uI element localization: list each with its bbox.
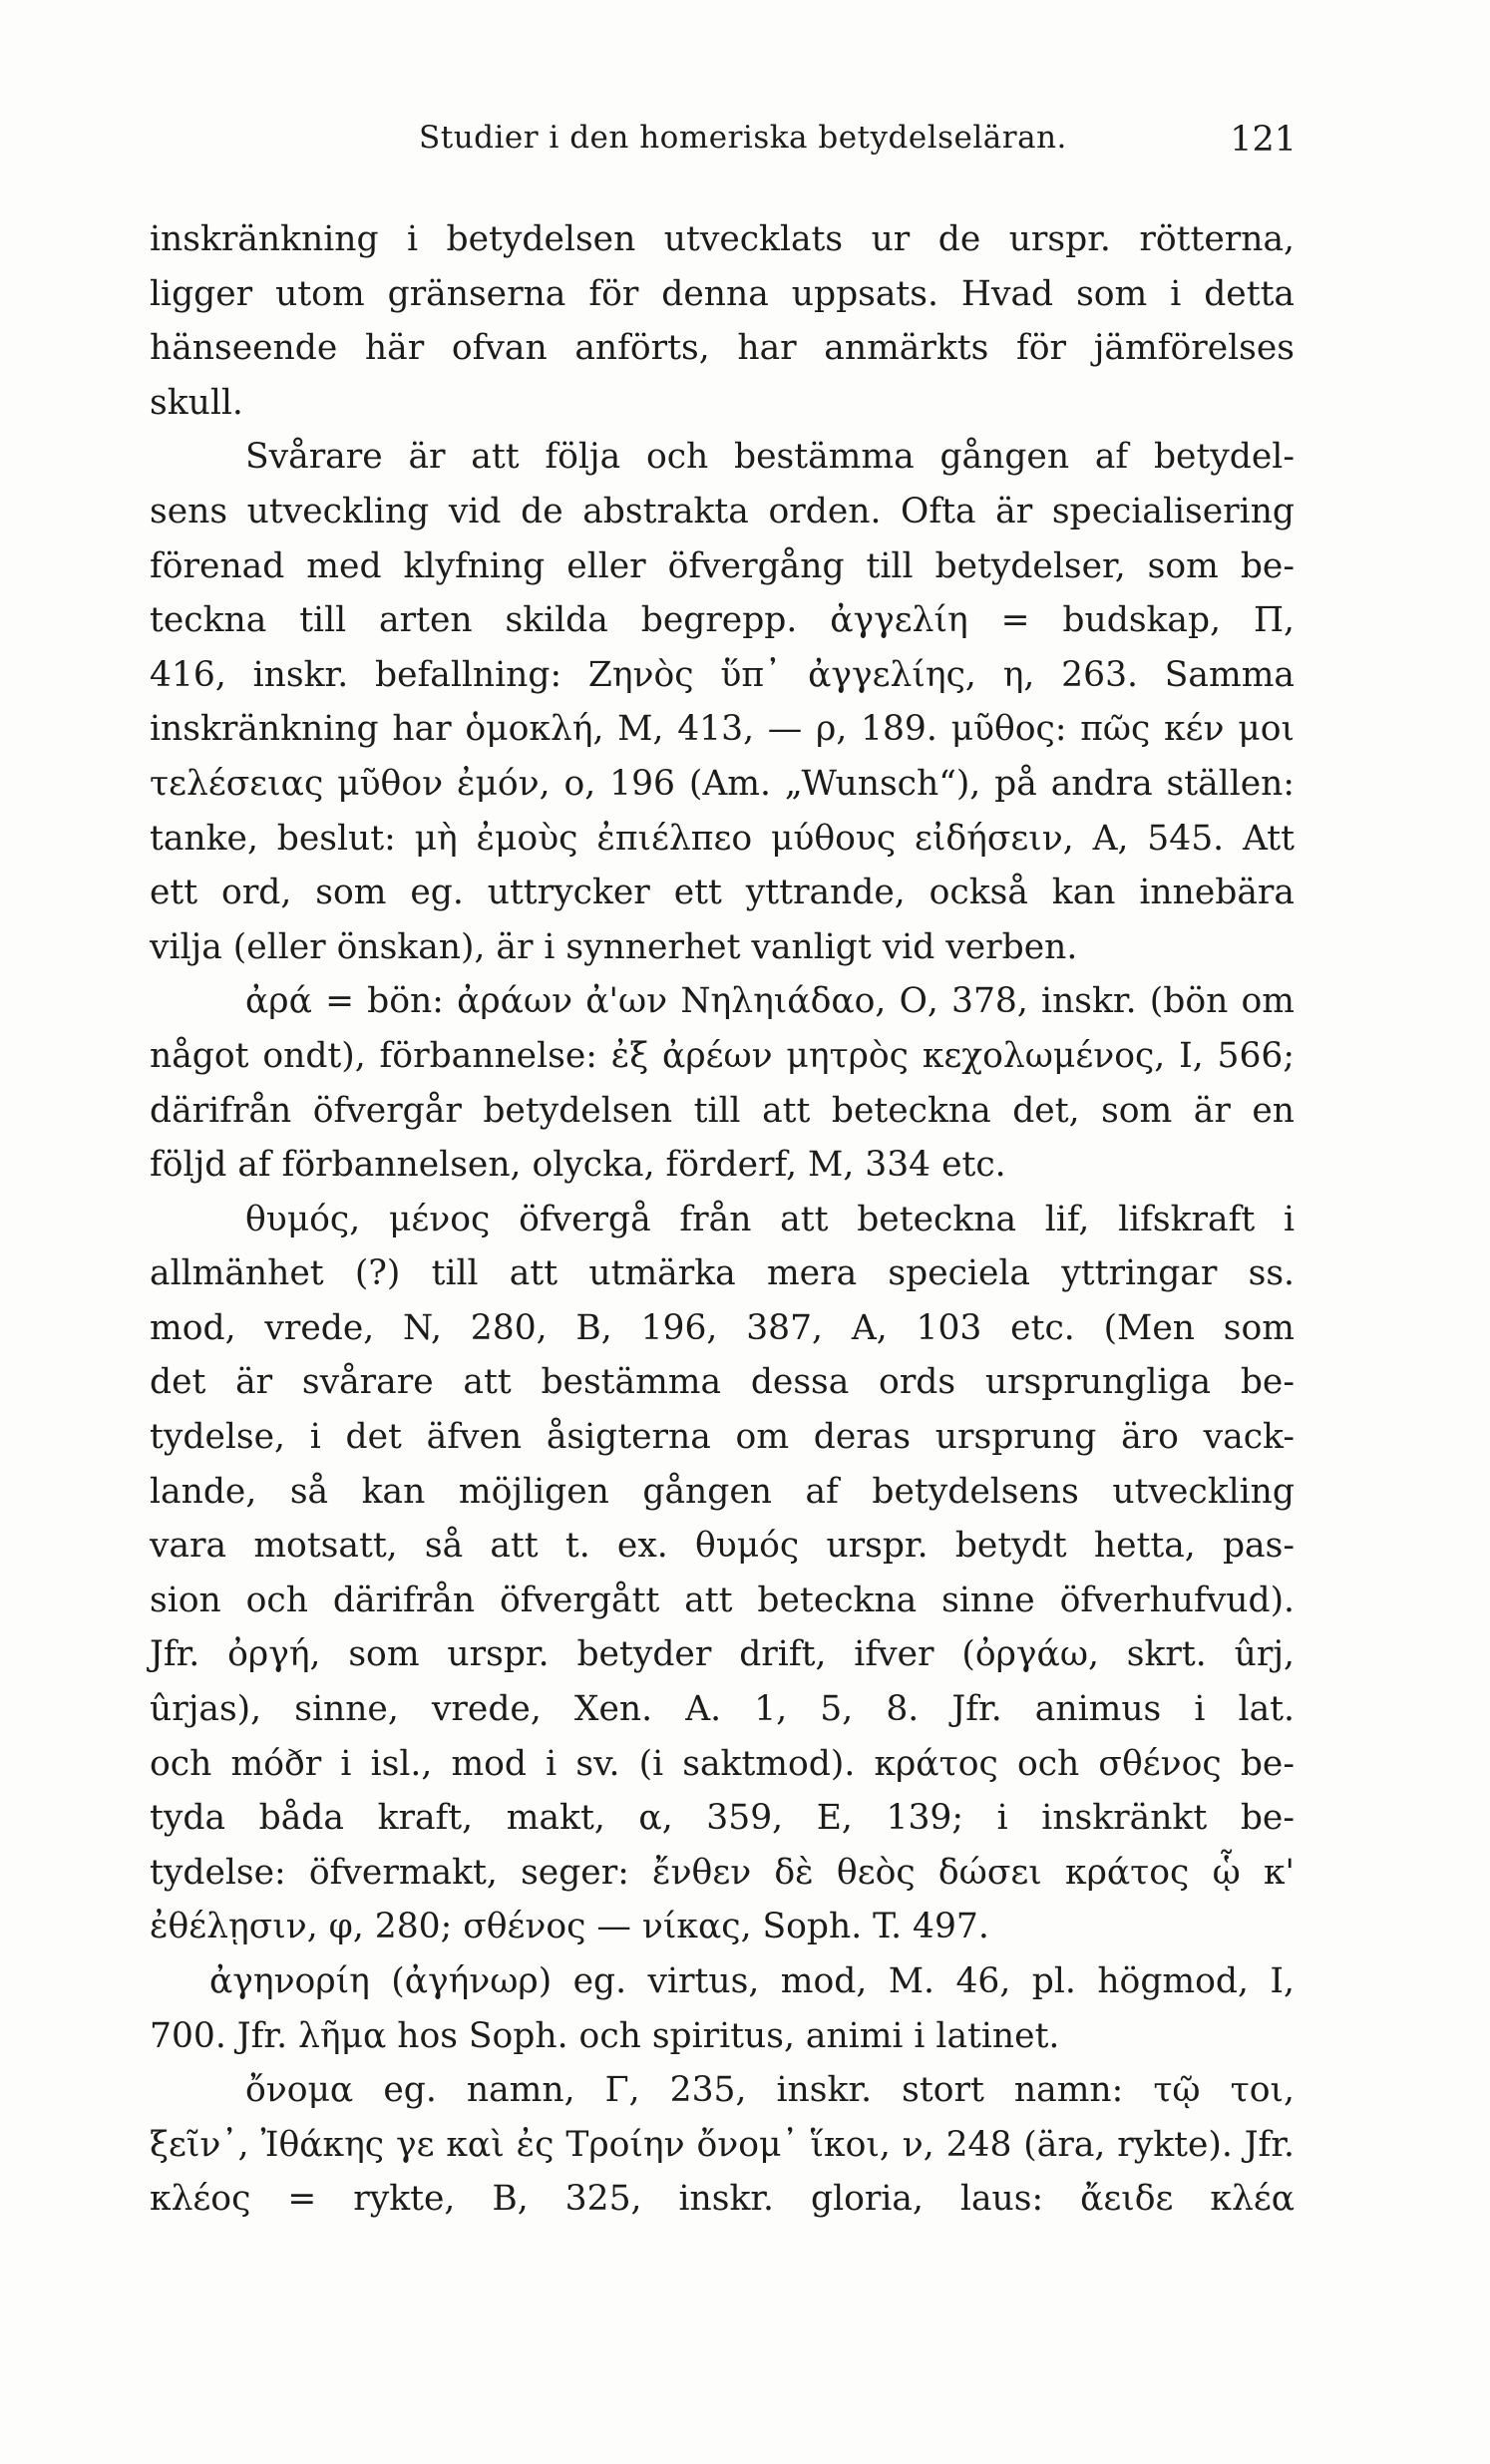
text-line: allmänhet (?) till att utmärka mera speciela yttringar ss. bbox=[150, 1253, 1295, 1294]
text-line: θυμός, μένος öfvergå från att beteckna lif, lifskraft i bbox=[245, 1199, 1295, 1239]
text-line: ligger utom gränserna för denna uppsats. Hvad som i detta bbox=[150, 273, 1295, 314]
text-line: sion och därifrån öfvergått att beteckna sinne öfverhufvud). bbox=[150, 1580, 1295, 1620]
text-line: ἀρά = bön: ἀράων ἀ'ων Νηληιάδαο, Ο, 378, inskr. (bön om bbox=[245, 981, 1295, 1022]
text-line: tyda båda kraft, makt, α, 359, Ε, 139; i inskränkt be- bbox=[150, 1798, 1295, 1839]
text-line: därifrån öfvergår betydelsen till att beteckna det, som är en bbox=[150, 1090, 1295, 1131]
text-line: vara motsatt, så att t. ex. θυμός urspr. betydt hetta, pas- bbox=[150, 1526, 1295, 1567]
text-line: 700. Jfr. λῆμα hos Soph. och spiritus, animi i latinet. bbox=[150, 2015, 1060, 2056]
text-line: Jfr. ὀργή, som urspr. betyder drift, ifver (ὀργάω, skrt. ûrj, bbox=[150, 1634, 1295, 1675]
text-line: inskränkning i betydelsen utvecklats ur de urspr. rötterna, bbox=[150, 219, 1295, 259]
text-line: ett ord, som eg. uttrycker ett yttrande, också kan innebära bbox=[150, 873, 1295, 913]
text-line: sens utveckling vid de abstrakta orden. Ofta är specialisering bbox=[150, 491, 1295, 531]
text-line: ὄνομα eg. namn, Γ, 235, inskr. stort namn: τῷ τοι, bbox=[245, 2070, 1295, 2111]
text-line: hänseende här ofvan anförts, har anmärkts för jämförelses bbox=[150, 328, 1295, 369]
text-line: τελέσειας μῦθον ἐμόν, ο, 196 (Am. „Wunsch“), på andra ställen: bbox=[150, 763, 1295, 804]
text-line: Svårare är att följa och bestämma gången af betydel- bbox=[245, 437, 1295, 478]
text-line: 416, inskr. befallning: Ζηνὸς ὕπ᾽ ἀγγελίης, η, 263. Samma bbox=[150, 654, 1295, 695]
text-line: det är svårare att bestämma dessa ords ursprungliga be- bbox=[150, 1362, 1295, 1403]
text-line: förenad med klyfning eller öfvergång till betydelser, som be- bbox=[150, 545, 1295, 586]
text-line: ἐθέλῃσιν, φ, 280; σθένος — νίκας, Soph. T. 497. bbox=[150, 1907, 989, 1947]
text-line: tydelse, i det äfven åsigterna om deras ursprung äro vack- bbox=[150, 1417, 1295, 1458]
text-line: något ondt), förbannelse: ἐξ ἀρέων μητρὸς κεχολωμένος, Ι, 566; bbox=[150, 1035, 1295, 1076]
text-line: mod, vrede, N, 280, B, 196, 387, Α, 103 etc. (Men som bbox=[150, 1307, 1295, 1348]
text-line: ξεῖν᾽, Ἰθάκης γε καὶ ἐς Τροίην ὄνομ᾽ ἵκοι, ν, 248 (ära, rykte). Jfr. bbox=[150, 2124, 1295, 2165]
text-line: vilja (eller önskan), är i synnerhet vanligt vid verben. bbox=[150, 926, 1078, 967]
text-line: inskränkning har ὁμοκλή, M, 413, — ρ, 189. μῦθος: πῶς κέν μοι bbox=[150, 709, 1295, 750]
text-line: följd af förbannelsen, olycka, förderf, M, 334 etc. bbox=[150, 1145, 1006, 1186]
text-line: ûrjas), sinne, vrede, Xen. A. 1, 5, 8. Jfr. animus i lat. bbox=[150, 1689, 1295, 1730]
text-line: lande, så kan möjligen gången af betydelsens utveckling bbox=[150, 1471, 1295, 1512]
text-line: tydelse: öfvermakt, seger: ἔνθεν δὲ θεὸς δώσει κράτος ᾧ κ' bbox=[150, 1852, 1295, 1893]
text-line: tanke, beslut: μὴ ἐμοὺς ἐπιέλπεο μύθους εἰδήσειν, Α, 545. Att bbox=[150, 818, 1295, 859]
running-head bbox=[150, 120, 1297, 170]
text-line: och móðr i isl., mod i sv. (i saktmod). κράτος och σθένος be- bbox=[150, 1743, 1295, 1784]
text-line: teckna till arten skilda begrepp. ἀγγελίη = budskap, Π, bbox=[150, 600, 1295, 641]
text-line: skull. bbox=[150, 382, 243, 423]
running-title: Studier i den homeriska betydelseläran. bbox=[419, 120, 1067, 156]
body-text bbox=[150, 212, 1295, 2227]
text-line: κλέος = rykte, B, 325, inskr. gloria, laus: ἄειδε κλέα bbox=[150, 2179, 1295, 2220]
text-line: ἀγηνορίη (ἀγήνωρ) eg. virtus, mod, M. 46, pl. högmod, Ι, bbox=[209, 1961, 1295, 2001]
page-number: 121 bbox=[1230, 120, 1297, 160]
